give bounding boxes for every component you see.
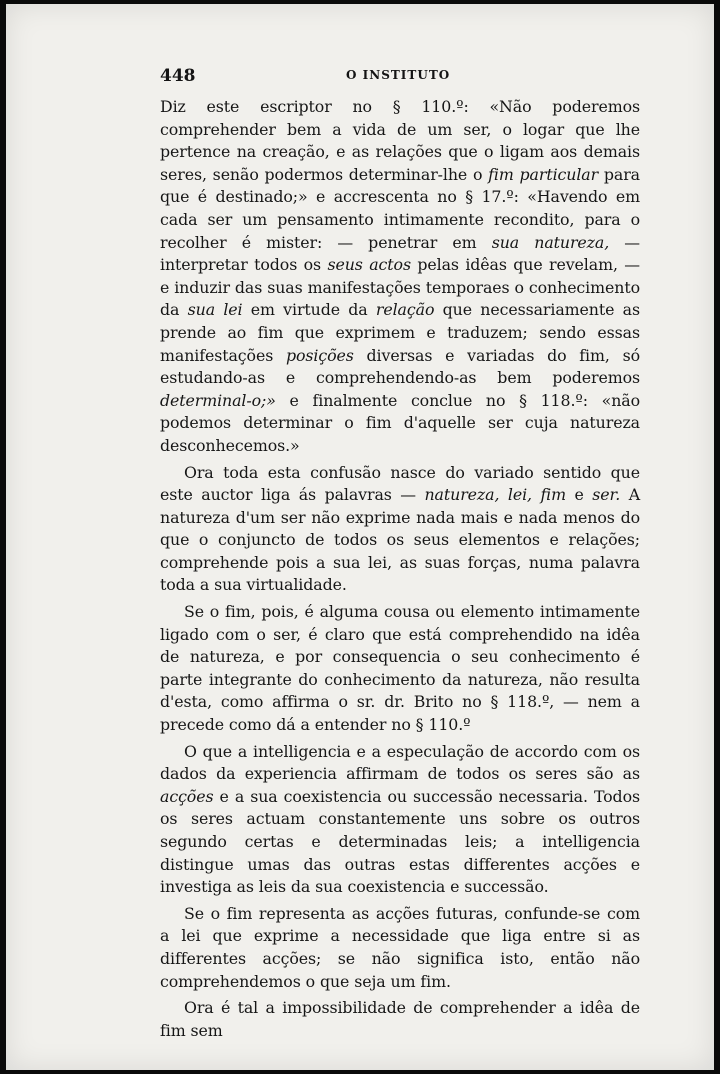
text-run: e finalmente conclue no § 118.º: «não podemos determinar o fim d'aquelle ser cuja natureza desconhecemos.» bbox=[160, 390, 640, 455]
text-run: em virtude da bbox=[242, 300, 376, 320]
paragraph-1 bbox=[160, 96, 640, 458]
text-run: pelas idêas que revelam, — e induzir das suas manifestações temporaes o conhecimento da bbox=[160, 255, 640, 320]
emphasis-text: acções bbox=[160, 786, 214, 806]
text-run: diversas e variadas do fim, só estudando-as e comprehendendo-as bem poderemos bbox=[160, 345, 640, 388]
text-run: — interpretar todos os bbox=[160, 232, 640, 275]
paragraph-4 bbox=[160, 741, 640, 899]
text-run: Se o fim, pois, é alguma cousa ou elemento intimamente ligado com o ser, é claro que está comprehendido na idêa de natureza, e por consequencia o seu conhecimento é parte integrante do conhecimento da natureza, não resulta d'esta, como affirma o sr. dr. Brito no § 118.º, — nem a precede como dá a entender no § 110.º bbox=[160, 602, 640, 735]
text-run: O que a intelligencia e a especulação de accordo com os dados da experiencia affirmam de todos os seres são as bbox=[160, 741, 640, 784]
emphasis-text: sua lei bbox=[187, 300, 243, 320]
text-run: Se o fim representa as acções futuras, confunde-se com a lei que exprime a necessidade que liga entre si as differentes acções; se não significa isto, então não comprehendemos o que seja um fim. bbox=[160, 903, 640, 991]
text-run: para que é destinado;» e accrescenta no § 17.º: «Havendo em cada ser um pensamento intimamente recondito, para o recolher é mister: — penetrar em bbox=[160, 164, 640, 252]
text-run: Diz este escriptor no § 110.º: «Não poderemos comprehender bem a vida de um ser, o logar que lhe pertence na creação, e as relações que o ligam aos demais seres, senão podermos determinar-lhe o bbox=[160, 97, 640, 184]
emphasis-text: fim particular bbox=[488, 164, 599, 184]
emphasis-text: determinal-o;» bbox=[160, 390, 276, 410]
text-run: e bbox=[566, 485, 593, 505]
body-text bbox=[160, 96, 640, 1046]
text-run: e a sua coexistencia ou successão necessaria. Todos os seres actuam constantemente uns sobre os outros segundo certas e determinadas leis; a intelligencia distingue umas das outras estas differentes acções e investiga as leis da sua coexistencia e successão. bbox=[160, 786, 640, 897]
paragraph-6 bbox=[160, 997, 640, 1042]
emphasis-text: natureza, lei, fim bbox=[424, 485, 567, 505]
emphasis-text: seus actos bbox=[327, 255, 411, 275]
emphasis-text: sua natureza, bbox=[491, 232, 610, 252]
emphasis-text: ser. bbox=[592, 485, 621, 505]
page-number: 448 bbox=[160, 66, 196, 86]
text-run: Ora é tal a impossibilidade de comprehender a idêa de fim sem bbox=[160, 998, 640, 1040]
text-run: Ora toda esta confusão nasce do variado sentido que este auctor liga ás palavras — bbox=[160, 462, 640, 505]
running-title: O INSTITUTO bbox=[346, 68, 451, 82]
paragraph-5 bbox=[160, 903, 640, 993]
emphasis-text: relação bbox=[375, 300, 435, 320]
paragraph-2 bbox=[160, 462, 640, 598]
text-run: A natureza d'um ser não exprime nada mais e nada menos do que o conjuncto de todos os seus elementos e relações; comprehende pois a sua lei, as suas forças, numa palavra toda a sua virtualidade. bbox=[160, 485, 641, 595]
text-run: que necessariamente as prende ao fim que exprimem e traduzem; sendo essas manifestações bbox=[160, 300, 640, 365]
paragraph-3 bbox=[160, 601, 640, 737]
emphasis-text: posições bbox=[285, 345, 354, 365]
page-header bbox=[160, 66, 632, 88]
